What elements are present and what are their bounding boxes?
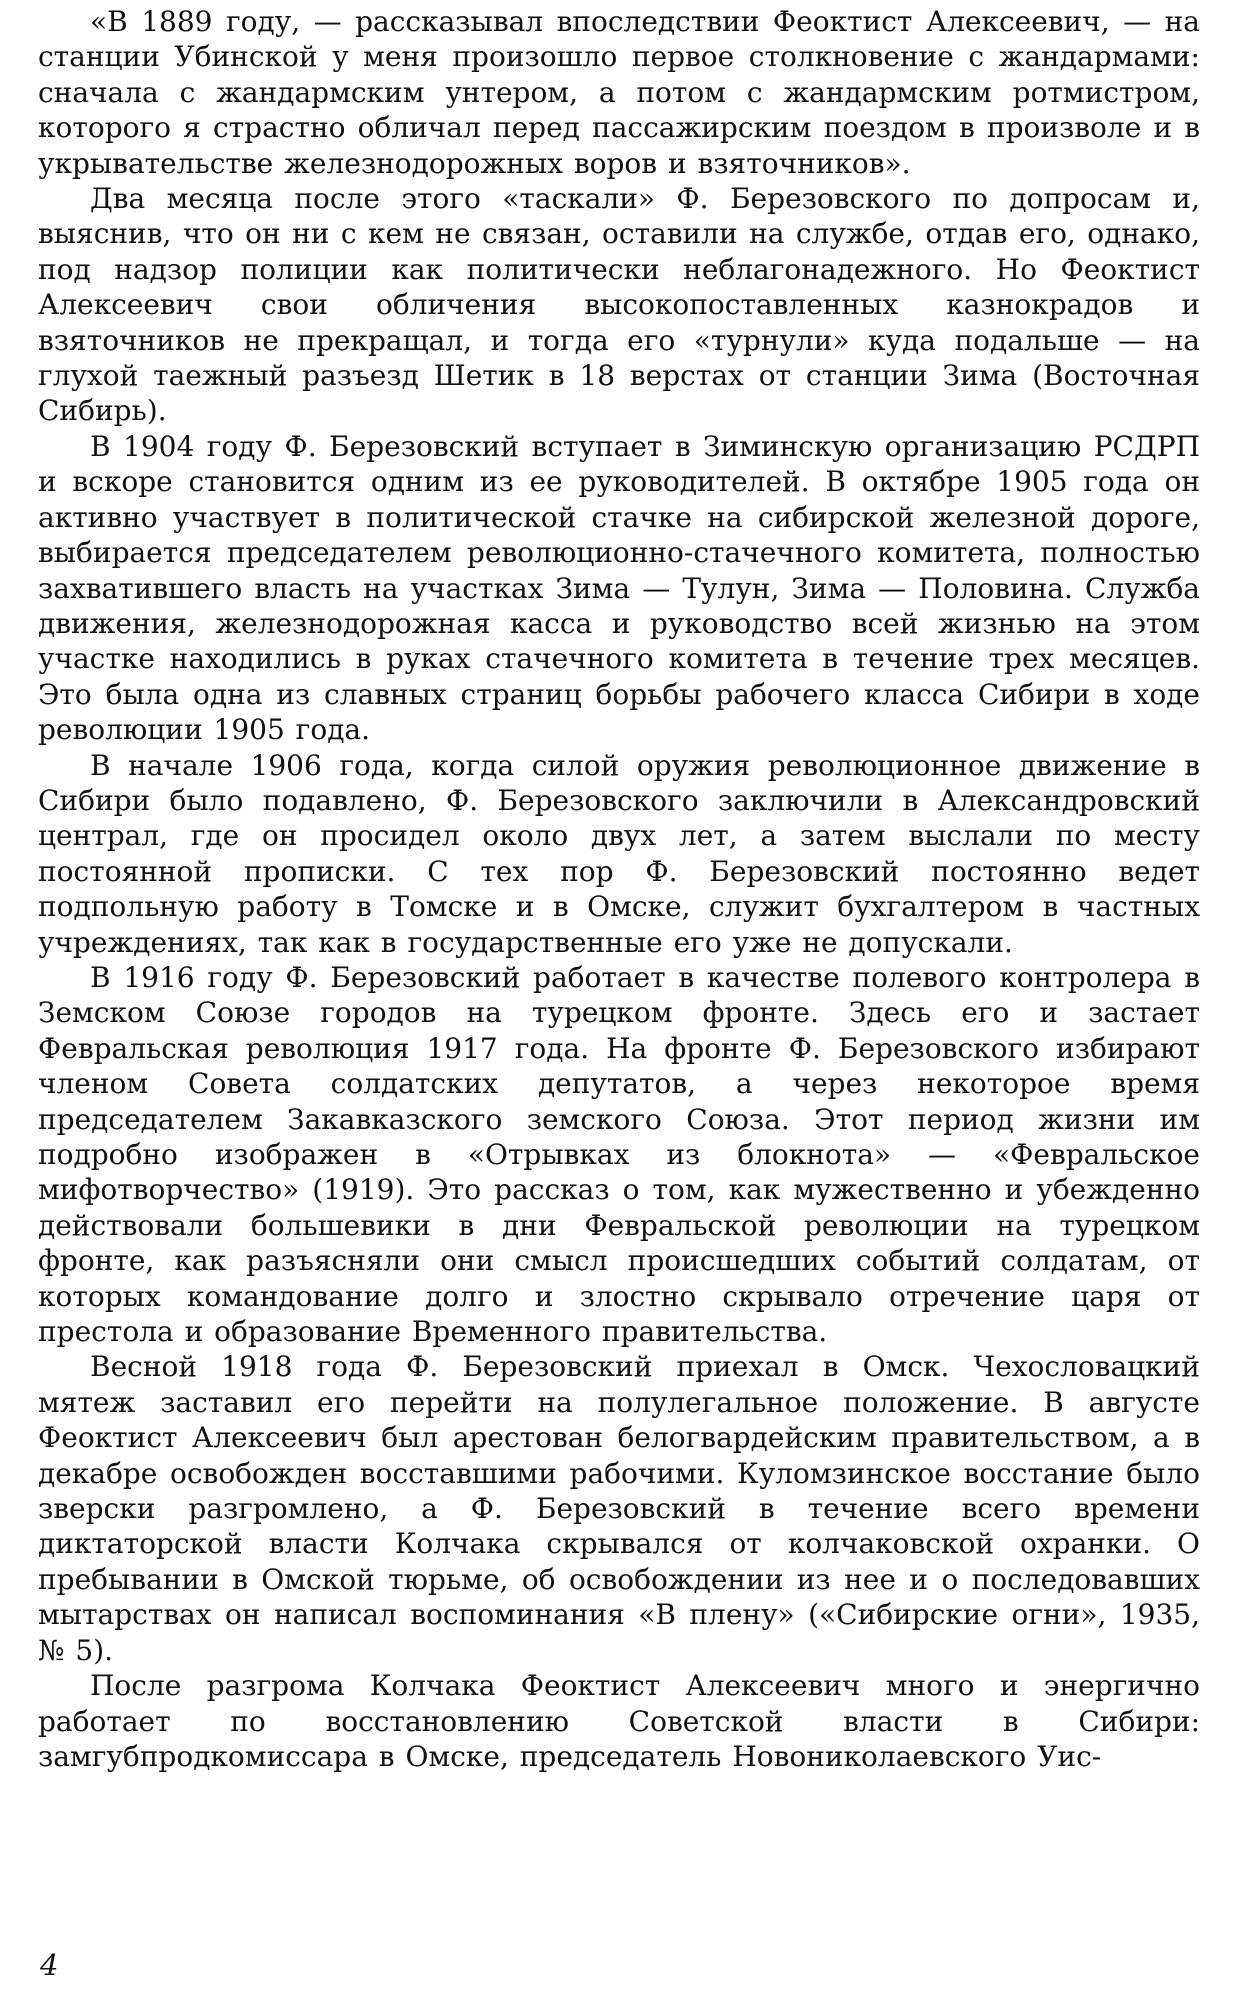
paragraph-7: После разгрома Колчака Феоктист Алексеевич много и энергично работает по восстановлению Советской власти в Сибири: замгубпродкомиссара в Омске, председатель Новониколаевского Уис-: [38, 1669, 1200, 1773]
paragraph-4: В начале 1906 года, когда силой оружия революционное движение в Сибири было подавлено, Ф. Березовского заключили в Александровский централ, где он просидел около двух лет, а затем выслали по месту постоянной прописки. С тех пор Ф. Березовский постоянно ведет подпольную работу в Томске и в Омске, служит бухгалтером в частных учреждениях, так как в государственные его уже не допускали.: [38, 748, 1200, 959]
page-number: 4: [40, 1948, 59, 1982]
paragraph-2: Два месяца после этого «таскали» Ф. Березовского по допросам и, выяснив, что он ни с кем не связан, оставили на службе, отдав его, однако, под надзор полиции как политически неблагонадежного. Но Феоктист Алексеевич свои обличения высокопоставленных казнокрадов и взяточников не прекращал, и тогда его «турнули» куда подальше — на глухой таежный разъезд Шетик в 18 верстах от станции Зима (Восточная Сибирь).: [38, 182, 1200, 428]
paragraph-6: Весной 1918 года Ф. Березовский приехал в Омск. Чехословацкий мятеж заставил его перейти на полулегальное положение. В августе Феоктист Алексеевич был арестован белогвардейским правительством, а в декабре освобожден восставшими рабочими. Куломзинское восстание было зверски разгромлено, а Ф. Березовский в течение всего времени диктаторской власти Колчака скрывался от колчаковской охранки. О пребывании в Омской тюрьме, об освобождении из нее и о последовавших мытарствах он написал воспоминания «В плену» («Сибирские огни», 1935, № 5).: [38, 1350, 1200, 1667]
paragraph-1: «В 1889 году, — рассказывал впоследствии Феоктист Алексеевич, — на станции Убинской у меня произошло первое столкновение с жандармами: сначала с жандармским унтером, а потом с жандармским ротмистром, которого я страстно обличал перед пассажирским поездом в произволе и в укрывательстве железнодорожных воров и взяточников».: [38, 5, 1200, 180]
paragraph-5: В 1916 году Ф. Березовский работает в качестве полевого контролера в Земском Союзе городов на турецком фронте. Здесь его и застает Февральская революция 1917 года. На фронте Ф. Березовского избирают членом Совета солдатских депутатов, а через некоторое время председателем Закавказского земского Союза. Этот период жизни им подробно изображен в «Отрывках из блокнота» — «Февральское мифотворчество» (1919). Это рассказ о том, как мужественно и убежденно действовали большевики в дни Февральской революции на турецком фронте, как разъясняли они смысл происшедших событий солдатам, от которых командование долго и злостно скрывало отречение царя от престола и образование Временного правительства.: [38, 960, 1200, 1349]
paragraph-3: В 1904 году Ф. Березовский вступает в Зиминскую организацию РСДРП и вскоре становится одним из ее руководителей. В октябре 1905 года он активно участвует в политической стачке на сибирской железной дороге, выбирается председателем революционно-стачечного комитета, полностью захватившего власть на участках Зима — Тулун, Зима — Половина. Служба движения, железнодорожная касса и руководство всей жизнью на этом участке находились в руках стачечного комитета в течение трех месяцев. Это была одна из славных страниц борьбы рабочего класса Сибири в ходе революции 1905 года.: [38, 429, 1200, 747]
body-text: [38, 4, 1200, 1774]
